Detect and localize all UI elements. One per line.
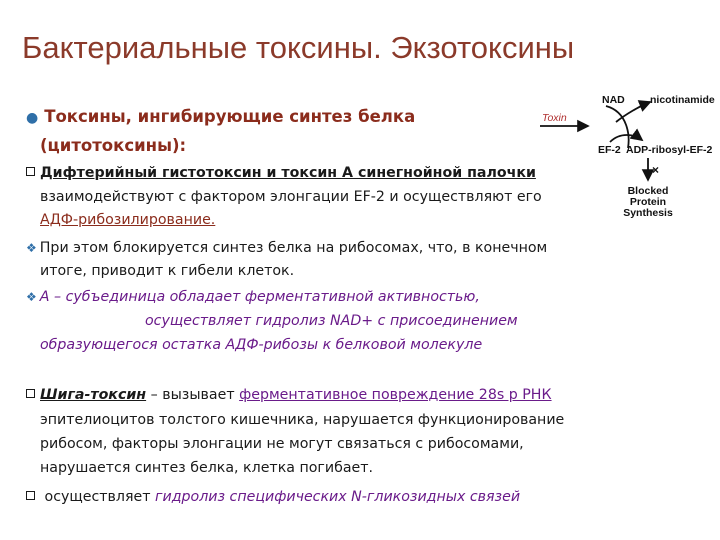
- item2-line2: итоге, приводит к гибели клеток.: [40, 263, 295, 279]
- item4-dash: – вызывает: [150, 387, 235, 403]
- item5-prefix: осуществляет: [44, 489, 151, 505]
- item1-heading: Дифтерийный гистотоксин и токсин А синегнойной палочки: [40, 165, 536, 181]
- toxin-label: Toxin: [542, 112, 567, 124]
- nad-label: NAD: [602, 94, 625, 106]
- item3-line2: осуществляет гидролиз NAD+ с присоединением: [145, 313, 518, 329]
- checkbox-bullet-icon: [26, 389, 35, 398]
- item4-line3: рибосом, факторы элонгации не могут связаться с рибосомами,: [40, 436, 524, 452]
- toxin-mechanism-diagram: [538, 92, 718, 232]
- item2-text1: При этом блокируется синтез белка на рибосомах, что, в конечном: [39, 240, 548, 256]
- diamond-bullet-icon: ❖: [26, 290, 37, 304]
- main-bullet-line2: (цитотоксины):: [40, 136, 187, 155]
- adp-ribosyl-ef2-label: ADP-ribosyl-EF-2: [626, 144, 713, 156]
- ef2-arrow: [610, 135, 642, 142]
- item5-line1: [26, 487, 520, 507]
- item1-line1: [26, 163, 536, 183]
- item4-line4: нарушается синтез белка, клетка погибает.: [40, 460, 374, 476]
- svg-text:×: ×: [652, 163, 660, 177]
- item1-line3: [40, 210, 215, 230]
- item4-line1: [26, 385, 552, 405]
- checkbox-bullet-icon: [26, 491, 35, 500]
- item1-line2: взаимодействуют с фактором элонгации EF-2 и осуществляют его: [40, 189, 542, 205]
- nad-curve: [606, 106, 629, 148]
- adp-ribosylation-link[interactable]: АДФ-рибозилирование.: [40, 212, 216, 228]
- item3-text1: А – субъединица обладает ферментативной активностью,: [39, 289, 480, 305]
- checkbox-bullet-icon: [26, 167, 35, 176]
- main-bullet: [26, 103, 506, 160]
- item5-highlight: гидролиз специфических N-гликозидных связей: [155, 489, 521, 505]
- blocked-line1: Blocked: [627, 185, 669, 197]
- ef2-label: EF-2: [598, 144, 621, 156]
- diamond-bullet-icon: ❖: [26, 241, 37, 255]
- item3-line3: образующегося остатка АДФ-рибозы к белковой молекуле: [40, 337, 483, 353]
- main-bullet-line1: Токсины, ингибирующие синтез белка: [44, 107, 416, 126]
- item4-line2: эпителиоцитов толстого кишечника, нарушается функционирование: [40, 412, 565, 428]
- blocked-line2: Protein: [629, 196, 667, 208]
- nicotinamide-label: nicotinamide: [650, 94, 715, 106]
- rna-damage-link[interactable]: ферментативное повреждение 28s р РНК: [239, 387, 552, 403]
- page-title: Бактериальные токсины. Экзотоксины: [22, 30, 575, 65]
- shiga-toxin-name: Шига-токсин: [40, 387, 147, 403]
- blocked-synthesis-label: [620, 186, 676, 219]
- item2-line1: [26, 238, 547, 258]
- bullet-dot-icon: ●: [26, 110, 39, 126]
- item3-line1: [26, 287, 480, 307]
- blocked-line3: Synthesis: [623, 207, 673, 219]
